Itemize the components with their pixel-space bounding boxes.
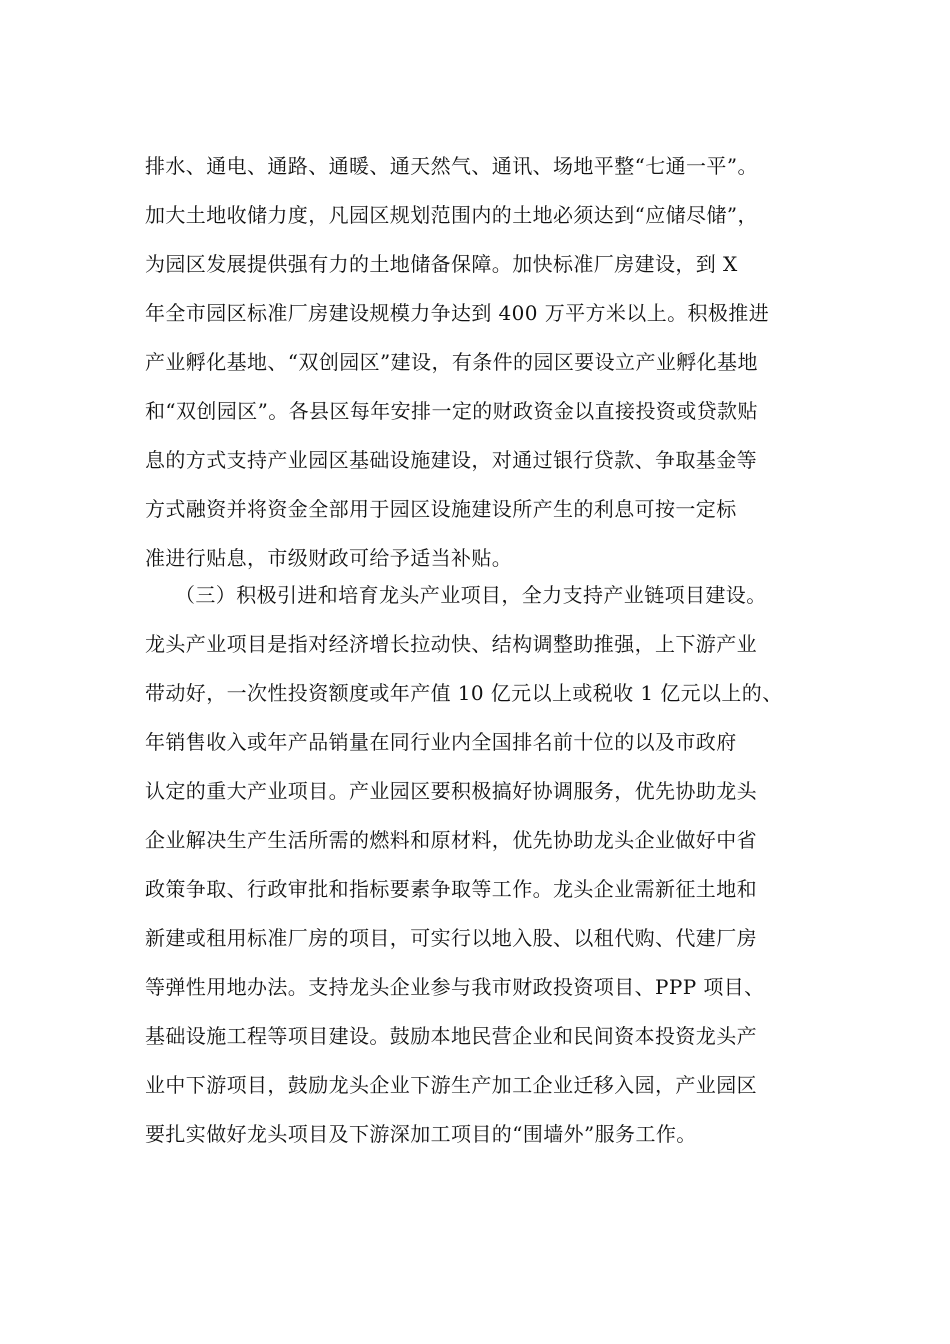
text-line: 认定的重大产业项目。产业园区要积极搞好协调服务，优先协助龙头: [145, 779, 757, 803]
text-line: 年销售收入或年产品销量在同行业内全国排名前十位的以及市政府: [145, 730, 737, 754]
text-line: 排水、通电、通路、通暖、通天然气、通讯、场地平整“七通一平”。: [145, 154, 758, 178]
text-line: 息的方式支持产业园区基础设施建设，对通过银行贷款、争取基金等: [145, 448, 757, 472]
paragraph-park-infrastructure: [145, 142, 805, 583]
text-line: 方式融资并将资金全部用于园区设施建设所产生的利息可按一定标: [145, 497, 737, 521]
text-line: 业中下游项目，鼓励龙头企业下游生产加工企业迁移入园，产业园区: [145, 1073, 757, 1097]
text-line: 龙头产业项目是指对经济增长拉动快、结构调整助推强，上下游产业: [145, 632, 757, 656]
text-line: 年全市园区标准厂房建设规模力争达到 400 万平方米以上。积极推进: [145, 301, 770, 325]
text-line: 产业孵化基地、“双创园区”建设，有条件的园区要设立产业孵化基地: [145, 350, 758, 374]
text-line: 企业解决生产生活所需的燃料和原材料，优先协助龙头企业做好中省: [145, 828, 757, 852]
text-line: 加大土地收储力度，凡园区规划范围内的土地必须达到“应储尽储”，: [145, 203, 758, 227]
text-line: 新建或租用标准厂房的项目，可实行以地入股、以租代购、代建厂房: [145, 926, 757, 950]
text-line: 为园区发展提供强有力的土地储备保障。加快标准厂房建设，到 X: [145, 252, 738, 276]
paragraph-leading-industry-projects: [145, 571, 805, 1159]
text-line: 和“双创园区”。各县区每年安排一定的财政资金以直接投资或贷款贴: [145, 399, 758, 423]
text-line: 准进行贴息，市级财政可给予适当补贴。: [145, 546, 513, 570]
text-line: 要扎实做好龙头项目及下游深加工项目的“围墙外”服务工作。: [145, 1122, 697, 1146]
text-line: 等弹性用地办法。支持龙头企业参与我市财政投资项目、PPP 项目、: [145, 975, 765, 999]
text-line: 政策争取、行政审批和指标要素争取等工作。龙头企业需新征土地和: [145, 877, 757, 901]
text-line: 基础设施工程等项目建设。鼓励本地民营企业和民间资本投资龙头产: [145, 1024, 757, 1048]
text-line: 带动好，一次性投资额度或年产值 10 亿元以上或税收 1 亿元以上的、: [145, 681, 783, 705]
section-heading-line: （三）积极引进和培育龙头产业项目，全力支持产业链项目建设。: [175, 583, 767, 607]
